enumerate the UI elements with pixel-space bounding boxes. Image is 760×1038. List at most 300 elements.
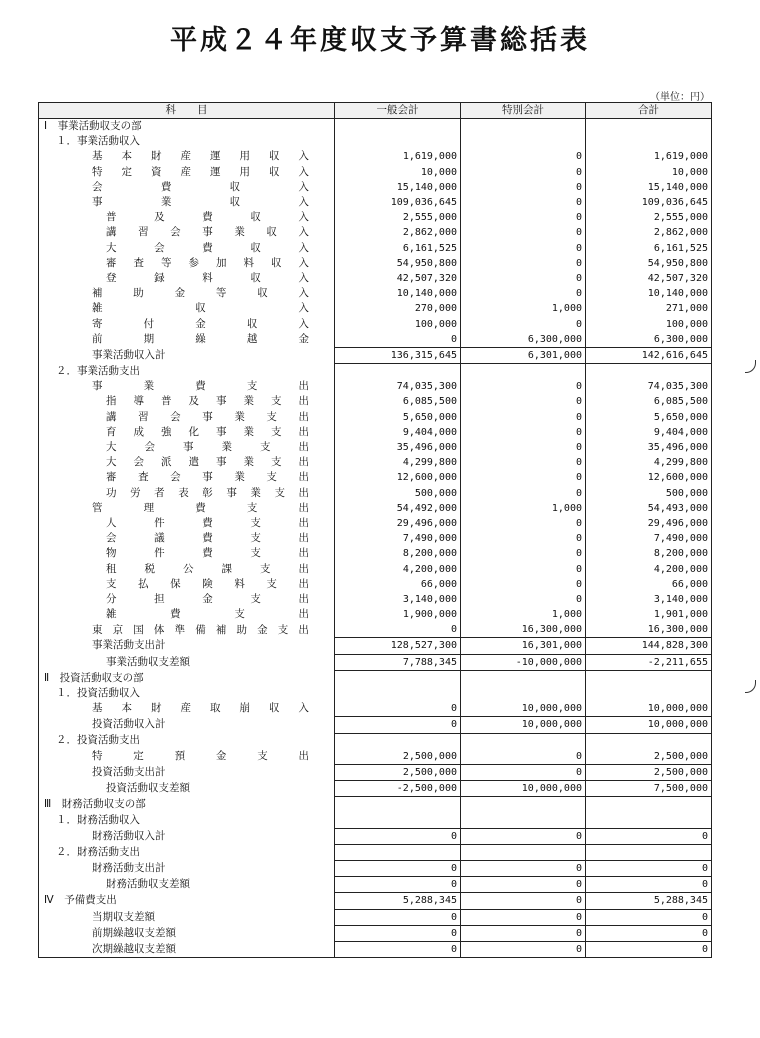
cell-special: 0 — [461, 470, 586, 485]
row-label-cell — [39, 925, 335, 941]
cell-general — [335, 134, 461, 149]
cell-special — [461, 364, 586, 380]
cell-general: 15,140,000 — [335, 180, 461, 195]
cell-general: 66,000 — [335, 577, 461, 592]
cell-special: 0 — [461, 256, 586, 271]
table-row — [39, 241, 712, 256]
cell-special: 0 — [461, 749, 586, 765]
table-row — [39, 717, 712, 733]
row-label: 事 業 費 支 出 — [92, 380, 309, 393]
table-row — [39, 781, 712, 797]
row-label: 普 及 費 収 入 — [106, 211, 309, 224]
row-label-cell — [39, 501, 335, 516]
table-row — [39, 286, 712, 301]
cell-total: 6,300,000 — [586, 332, 712, 348]
cell-total: 100,000 — [586, 316, 712, 331]
cell-general — [335, 812, 461, 828]
table-row — [39, 797, 712, 813]
cell-general: 0 — [335, 332, 461, 348]
row-label-cell — [39, 316, 335, 331]
cell-total — [586, 797, 712, 813]
cell-general: 6,161,525 — [335, 241, 461, 256]
cell-special: 16,300,000 — [461, 622, 586, 638]
cell-special: 0 — [461, 165, 586, 180]
cell-special: 10,000,000 — [461, 781, 586, 797]
table-row — [39, 893, 712, 909]
cell-total: 5,650,000 — [586, 410, 712, 425]
row-label: 大 会 派 遣 事 業 支 出 — [106, 456, 309, 469]
table-row — [39, 134, 712, 149]
row-label-cell — [39, 546, 335, 561]
cell-special: 10,000,000 — [461, 701, 586, 717]
cell-general — [335, 364, 461, 380]
table-row — [39, 316, 712, 331]
cell-total: 0 — [586, 877, 712, 893]
row-label-cell — [39, 410, 335, 425]
row-label-cell — [39, 844, 335, 860]
cell-general — [335, 844, 461, 860]
row-label-cell — [39, 225, 335, 240]
row-label-cell — [39, 670, 335, 686]
cell-total: 1,901,000 — [586, 607, 712, 622]
row-label: 支 払 保 険 料 支 出 — [106, 577, 309, 590]
row-label-cell — [39, 797, 335, 813]
cell-total: -2,211,655 — [586, 654, 712, 670]
row-label: 特 定 預 金 支 出 — [92, 750, 309, 763]
cell-special: 0 — [461, 195, 586, 210]
cell-special: 0 — [461, 271, 586, 286]
row-label: 管 理 費 支 出 — [92, 501, 309, 514]
row-label-cell — [39, 749, 335, 765]
cell-general: 8,200,000 — [335, 546, 461, 561]
cell-special: 0 — [461, 286, 586, 301]
table-row — [39, 301, 712, 316]
row-label: 事業活動支出計 — [92, 639, 166, 652]
cell-total: 0 — [586, 861, 712, 877]
row-label: 投資活動支出計 — [92, 765, 166, 778]
table-row — [39, 749, 712, 765]
cell-general: 10,140,000 — [335, 286, 461, 301]
cell-special: 0 — [461, 561, 586, 576]
row-label: 前 期 繰 越 金 — [92, 332, 309, 345]
row-label-cell — [39, 717, 335, 733]
row-label: ２．事業活動支出 — [56, 364, 140, 377]
cell-general — [335, 119, 461, 135]
cell-total — [586, 733, 712, 749]
row-label: １．事業活動収入 — [56, 135, 140, 148]
cell-total: 66,000 — [586, 577, 712, 592]
cell-total: 4,299,800 — [586, 455, 712, 470]
cell-total: 144,828,300 — [586, 638, 712, 654]
cell-total: 7,500,000 — [586, 781, 712, 797]
row-label-cell — [39, 781, 335, 797]
cell-special: 0 — [461, 861, 586, 877]
cell-special: 6,301,000 — [461, 347, 586, 363]
cell-total: 74,035,300 — [586, 379, 712, 394]
cell-total — [586, 119, 712, 135]
binding-mark — [745, 680, 756, 693]
row-label: Ⅲ 財務活動収支の部 — [44, 798, 146, 811]
cell-general: 4,299,800 — [335, 455, 461, 470]
row-label-cell — [39, 622, 335, 638]
cell-total: 42,507,320 — [586, 271, 712, 286]
cell-special: 0 — [461, 531, 586, 546]
cell-general: 42,507,320 — [335, 271, 461, 286]
cell-total: 2,862,000 — [586, 225, 712, 240]
cell-total: 7,490,000 — [586, 531, 712, 546]
row-label-cell — [39, 531, 335, 546]
cell-general: 54,950,800 — [335, 256, 461, 271]
row-label: 人 件 費 支 出 — [106, 516, 309, 529]
table-row — [39, 516, 712, 531]
row-label-cell — [39, 941, 335, 957]
cell-total: 10,000 — [586, 165, 712, 180]
table-row — [39, 701, 712, 717]
cell-special: 0 — [461, 425, 586, 440]
table-row — [39, 925, 712, 941]
cell-general: 54,492,000 — [335, 501, 461, 516]
row-label: Ⅱ 投資活動収支の部 — [44, 671, 144, 684]
row-label-cell — [39, 812, 335, 828]
table-row — [39, 486, 712, 501]
table-row — [39, 165, 712, 180]
row-label: 審 査 会 事 業 支 出 — [106, 471, 309, 484]
cell-general: 1,619,000 — [335, 149, 461, 164]
cell-special: -10,000,000 — [461, 654, 586, 670]
cell-total: 54,493,000 — [586, 501, 712, 516]
cell-general: 7,788,345 — [335, 654, 461, 670]
cell-general: 109,036,645 — [335, 195, 461, 210]
cell-special: 0 — [461, 455, 586, 470]
row-label-cell — [39, 364, 335, 380]
table-row — [39, 638, 712, 654]
cell-special: 0 — [461, 828, 586, 844]
cell-general: 7,490,000 — [335, 531, 461, 546]
cell-general: 6,085,500 — [335, 394, 461, 409]
cell-general: 74,035,300 — [335, 379, 461, 394]
cell-special: 0 — [461, 764, 586, 780]
table-row — [39, 686, 712, 701]
table-row — [39, 394, 712, 409]
row-label: １．財務活動収入 — [56, 813, 140, 826]
cell-special: 0 — [461, 516, 586, 531]
row-label: ２．投資活動支出 — [56, 734, 140, 747]
table-row — [39, 577, 712, 592]
cell-total: 2,500,000 — [586, 764, 712, 780]
row-label-cell — [39, 686, 335, 701]
table-row — [39, 764, 712, 780]
row-label-cell — [39, 733, 335, 749]
cell-total: 271,000 — [586, 301, 712, 316]
row-label: 分 担 金 支 出 — [106, 592, 309, 605]
row-label: 特 定 資 産 運 用 収 入 — [92, 165, 309, 178]
cell-total: 35,496,000 — [586, 440, 712, 455]
table-row — [39, 670, 712, 686]
cell-special: 1,000 — [461, 301, 586, 316]
table-row — [39, 607, 712, 622]
cell-total: 109,036,645 — [586, 195, 712, 210]
binding-mark — [745, 360, 756, 373]
cell-general: 0 — [335, 909, 461, 925]
cell-special: 6,300,000 — [461, 332, 586, 348]
row-label: 事業活動収入計 — [92, 348, 166, 361]
table-body — [39, 119, 712, 958]
cell-total — [586, 812, 712, 828]
cell-general — [335, 670, 461, 686]
table-row — [39, 909, 712, 925]
table-row — [39, 844, 712, 860]
cell-special — [461, 686, 586, 701]
row-label-cell — [39, 577, 335, 592]
table-row — [39, 210, 712, 225]
row-label-cell — [39, 877, 335, 893]
cell-total: 142,616,645 — [586, 347, 712, 363]
row-label-cell — [39, 347, 335, 363]
row-label-cell — [39, 701, 335, 717]
row-label: 事 業 収 入 — [92, 196, 309, 209]
row-label-cell — [39, 119, 335, 135]
cell-general: -2,500,000 — [335, 781, 461, 797]
row-label-cell — [39, 256, 335, 271]
cell-general: 35,496,000 — [335, 440, 461, 455]
table-row — [39, 425, 712, 440]
row-label: 事業活動収支差額 — [106, 655, 190, 668]
row-label-cell — [39, 592, 335, 607]
cell-total: 3,140,000 — [586, 592, 712, 607]
cell-total: 0 — [586, 828, 712, 844]
cell-total — [586, 670, 712, 686]
table-row — [39, 410, 712, 425]
row-label: 財務活動収入計 — [92, 829, 166, 842]
cell-special: 0 — [461, 577, 586, 592]
row-label: 登 録 料 収 入 — [106, 271, 309, 284]
table-row — [39, 256, 712, 271]
cell-total: 29,496,000 — [586, 516, 712, 531]
table-row — [39, 812, 712, 828]
row-label-cell — [39, 440, 335, 455]
table-row — [39, 470, 712, 485]
cell-general: 0 — [335, 925, 461, 941]
cell-general: 2,500,000 — [335, 764, 461, 780]
cell-general — [335, 797, 461, 813]
cell-special: 0 — [461, 210, 586, 225]
cell-special: 0 — [461, 379, 586, 394]
cell-total — [586, 686, 712, 701]
row-label: 次期繰越収支差額 — [92, 942, 176, 955]
row-label: 投資活動収支差額 — [106, 782, 190, 795]
cell-general — [335, 686, 461, 701]
row-label: 大 会 費 収 入 — [106, 241, 309, 254]
cell-special: 16,301,000 — [461, 638, 586, 654]
cell-special: 0 — [461, 316, 586, 331]
cell-special: 1,000 — [461, 501, 586, 516]
cell-general: 0 — [335, 828, 461, 844]
row-label: 会 議 費 支 出 — [106, 532, 309, 545]
table-row — [39, 654, 712, 670]
cell-special — [461, 119, 586, 135]
row-label: 補 助 金 等 収 入 — [92, 287, 309, 300]
cell-general: 100,000 — [335, 316, 461, 331]
cell-special: 0 — [461, 909, 586, 925]
header-special: 特別会計 — [461, 103, 586, 119]
cell-total: 6,085,500 — [586, 394, 712, 409]
cell-special — [461, 733, 586, 749]
cell-special — [461, 134, 586, 149]
table-row — [39, 622, 712, 638]
cell-total: 1,619,000 — [586, 149, 712, 164]
cell-total: 2,555,000 — [586, 210, 712, 225]
table-row — [39, 561, 712, 576]
row-label: 租 税 公 課 支 出 — [106, 562, 309, 575]
row-label: 財務活動収支差額 — [106, 878, 190, 891]
table-row — [39, 225, 712, 240]
cell-general: 5,650,000 — [335, 410, 461, 425]
table-row — [39, 861, 712, 877]
table-row — [39, 941, 712, 957]
cell-special: 0 — [461, 486, 586, 501]
row-label-cell — [39, 561, 335, 576]
cell-general: 0 — [335, 701, 461, 717]
row-label: 指 導 普 及 事 業 支 出 — [106, 395, 309, 408]
cell-general: 2,862,000 — [335, 225, 461, 240]
row-label-cell — [39, 134, 335, 149]
cell-special — [461, 844, 586, 860]
row-label: 講 習 会 事 業 支 出 — [106, 410, 309, 423]
cell-special — [461, 670, 586, 686]
cell-general: 0 — [335, 861, 461, 877]
cell-special: 0 — [461, 225, 586, 240]
table-row — [39, 440, 712, 455]
row-label-cell — [39, 165, 335, 180]
cell-total: 0 — [586, 941, 712, 957]
cell-total: 0 — [586, 925, 712, 941]
row-label: 当期収支差額 — [92, 910, 155, 923]
cell-special: 0 — [461, 546, 586, 561]
table-row — [39, 119, 712, 135]
row-label-cell — [39, 486, 335, 501]
cell-general: 1,900,000 — [335, 607, 461, 622]
cell-general: 10,000 — [335, 165, 461, 180]
table-row — [39, 455, 712, 470]
row-label-cell — [39, 861, 335, 877]
cell-special: 0 — [461, 394, 586, 409]
table-row — [39, 546, 712, 561]
row-label: 審 査 等 参 加 料 収 入 — [106, 256, 309, 269]
cell-special: 0 — [461, 925, 586, 941]
row-label: 基 本 財 産 取 崩 収 入 — [92, 702, 309, 715]
row-label: 投資活動収入計 — [92, 718, 166, 731]
row-label: 大 会 事 業 支 出 — [106, 441, 309, 454]
cell-special: 0 — [461, 877, 586, 893]
unit-note: （単位：円） — [650, 92, 710, 103]
cell-total: 2,500,000 — [586, 749, 712, 765]
row-label: 前期繰越収支差額 — [92, 926, 176, 939]
row-label: Ⅰ 事業活動収支の部 — [44, 120, 142, 133]
cell-total: 12,600,000 — [586, 470, 712, 485]
cell-general: 2,500,000 — [335, 749, 461, 765]
header-general: 一般会計 — [335, 103, 461, 119]
cell-total: 10,140,000 — [586, 286, 712, 301]
cell-special: 0 — [461, 241, 586, 256]
row-label-cell — [39, 149, 335, 164]
row-label-cell — [39, 301, 335, 316]
cell-total: 4,200,000 — [586, 561, 712, 576]
row-label: 物 件 費 支 出 — [106, 547, 309, 560]
row-label: 講 習 会 事 業 収 入 — [106, 226, 309, 239]
cell-general: 12,600,000 — [335, 470, 461, 485]
row-label: Ⅳ 予備費支出 — [44, 894, 117, 907]
row-label-cell — [39, 607, 335, 622]
cell-total: 15,140,000 — [586, 180, 712, 195]
cell-general: 0 — [335, 941, 461, 957]
row-label-cell — [39, 271, 335, 286]
row-label: 寄 付 金 収 入 — [92, 317, 309, 330]
row-label-cell — [39, 638, 335, 654]
cell-special: 0 — [461, 149, 586, 164]
cell-general: 5,288,345 — [335, 893, 461, 909]
cell-special: 0 — [461, 893, 586, 909]
cell-general: 0 — [335, 717, 461, 733]
row-label-cell — [39, 241, 335, 256]
cell-general — [335, 733, 461, 749]
row-label: 雑 費 支 出 — [106, 608, 309, 621]
cell-general: 3,140,000 — [335, 592, 461, 607]
table-row — [39, 364, 712, 380]
cell-general: 270,000 — [335, 301, 461, 316]
table-row — [39, 531, 712, 546]
cell-general: 128,527,300 — [335, 638, 461, 654]
table-row — [39, 501, 712, 516]
cell-general: 2,555,000 — [335, 210, 461, 225]
cell-total: 54,950,800 — [586, 256, 712, 271]
row-label-cell — [39, 764, 335, 780]
cell-total: 16,300,000 — [586, 622, 712, 638]
row-label-cell — [39, 286, 335, 301]
cell-special: 0 — [461, 592, 586, 607]
header-total: 合計 — [586, 103, 712, 119]
row-label: 財務活動支出計 — [92, 862, 166, 875]
cell-total — [586, 364, 712, 380]
header-item: 科 目 — [39, 103, 335, 119]
row-label: 基 本 財 産 運 用 収 入 — [92, 150, 309, 163]
row-label-cell — [39, 394, 335, 409]
row-label-cell — [39, 332, 335, 348]
cell-total: 10,000,000 — [586, 717, 712, 733]
cell-general: 0 — [335, 877, 461, 893]
cell-general: 9,404,000 — [335, 425, 461, 440]
row-label-cell — [39, 455, 335, 470]
row-label-cell — [39, 828, 335, 844]
cell-general: 136,315,645 — [335, 347, 461, 363]
cell-total — [586, 134, 712, 149]
cell-total: 10,000,000 — [586, 701, 712, 717]
cell-total — [586, 844, 712, 860]
cell-total: 8,200,000 — [586, 546, 712, 561]
row-label-cell — [39, 210, 335, 225]
cell-special: 0 — [461, 410, 586, 425]
cell-total: 9,404,000 — [586, 425, 712, 440]
row-label: 功 労 者 表 彰 事 業 支 出 — [106, 486, 309, 499]
row-label-cell — [39, 379, 335, 394]
cell-general: 0 — [335, 622, 461, 638]
table-row — [39, 592, 712, 607]
cell-special: 0 — [461, 440, 586, 455]
row-label-cell — [39, 195, 335, 210]
table-row — [39, 347, 712, 363]
cell-special: 0 — [461, 941, 586, 957]
cell-general: 500,000 — [335, 486, 461, 501]
table-row — [39, 733, 712, 749]
